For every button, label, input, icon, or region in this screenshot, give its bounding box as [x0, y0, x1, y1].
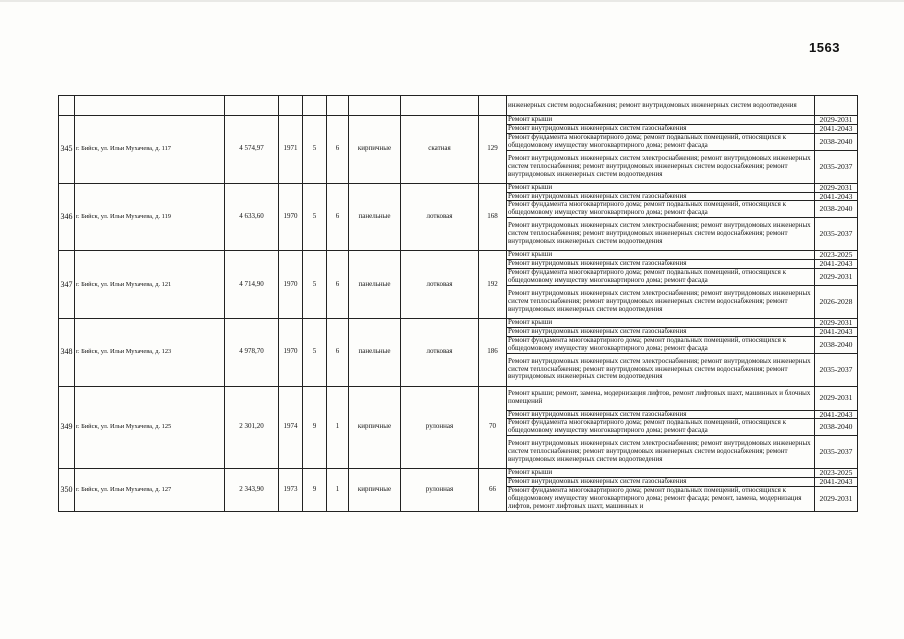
total-area: 4 714,90 — [225, 251, 279, 319]
period-cell: 2029-2031 — [815, 116, 858, 125]
work-cell: Ремонт фундамента многоквартирного дома; ремонт подвальных помещений, относящихся к общедомовому имуществу многоквартирного дома; ремонт фасада — [507, 269, 815, 286]
roof-type: рулонная — [401, 469, 479, 512]
build-year: 1970 — [279, 318, 303, 386]
total-area: 2 301,20 — [225, 386, 279, 469]
floor-count: 5 — [303, 318, 327, 386]
resident-count: 129 — [479, 116, 507, 184]
build-year: 1970 — [279, 251, 303, 319]
period-cell: 2026-2028 — [815, 285, 858, 318]
period-cell: 2035-2037 — [815, 353, 858, 386]
empty-cell — [59, 96, 75, 116]
floor-count: 5 — [303, 251, 327, 319]
work-cell: Ремонт внутридомовых инженерных систем газоснабжения — [507, 410, 815, 419]
build-year: 1970 — [279, 183, 303, 251]
work-cell: Ремонт внутридомовых инженерных систем электроснабжения; ремонт внутридомовых инженерных систем теплоснабжения; ремонт внутридомовых инженерных систем водоснабжения; ремонт внутридомовых инженерных систем водоотведения — [507, 150, 815, 183]
work-cell: Ремонт внутридомовых инженерных систем газоснабжения — [507, 478, 815, 487]
work-cell: Ремонт фундамента многоквартирного дома; ремонт подвальных помещений, относящихся к общедомовому имуществу многоквартирного дома; ремонт фасада — [507, 419, 815, 436]
wall-material: панельные — [349, 318, 401, 386]
period-cell: 2035-2037 — [815, 436, 858, 469]
table-row — [59, 469, 858, 478]
empty-cell — [349, 96, 401, 116]
building-address: г. Бийск, ул. Ильи Мухачева, д. 121 — [75, 251, 225, 319]
entrance-count: 1 — [327, 469, 349, 512]
work-cell: Ремонт крыши — [507, 183, 815, 192]
work-cell: Ремонт крыши — [507, 251, 815, 260]
wall-material: панельные — [349, 183, 401, 251]
period-cell: 2023-2025 — [815, 251, 858, 260]
work-cell: Ремонт внутридомовых инженерных систем электроснабжения; ремонт внутридомовых инженерных систем теплоснабжения; ремонт внутридомовых инженерных систем водоснабжения; ремонт внутридомовых инженерных систем водоотведения — [507, 436, 815, 469]
period-cell: 2041-2043 — [815, 327, 858, 336]
empty-cell — [303, 96, 327, 116]
roof-type: скатная — [401, 116, 479, 184]
work-cell: Ремонт внутридомовых инженерных систем газоснабжения — [507, 327, 815, 336]
resident-count: 70 — [479, 386, 507, 469]
build-year: 1971 — [279, 116, 303, 184]
building-address: г. Бийск, ул. Ильи Мухачева, д. 123 — [75, 318, 225, 386]
empty-cell — [279, 96, 303, 116]
building-number: 350 — [59, 469, 75, 512]
roof-type: лотковая — [401, 251, 479, 319]
total-area: 4 633,60 — [225, 183, 279, 251]
empty-cell — [327, 96, 349, 116]
empty-cell — [225, 96, 279, 116]
empty-cell — [75, 96, 225, 116]
floor-count: 5 — [303, 183, 327, 251]
wall-material: панельные — [349, 251, 401, 319]
building-number: 349 — [59, 386, 75, 469]
entrance-count: 1 — [327, 386, 349, 469]
work-cell: инженерных систем водоснабжения; ремонт внутридомовых инженерных систем водоотведения — [507, 96, 815, 116]
building-address: г. Бийск, ул. Ильи Мухачева, д. 125 — [75, 386, 225, 469]
work-cell: Ремонт фундамента многоквартирного дома; ремонт подвальных помещений, относящихся к общедомовому имуществу многоквартирного дома; ремонт фасада; ремонт, замена, модернизация лифтов, ремонт лифтовых шахт, машинных и — [507, 487, 815, 512]
floor-count: 9 — [303, 386, 327, 469]
period-cell: 2038-2040 — [815, 201, 858, 218]
building-address: г. Бийск, ул. Ильи Мухачева, д. 117 — [75, 116, 225, 184]
work-cell: Ремонт крыши; ремонт, замена, модернизация лифтов, ремонт лифтовых шахт, машинных и блочных помещений — [507, 386, 815, 410]
building-number: 347 — [59, 251, 75, 319]
work-cell: Ремонт крыши — [507, 469, 815, 478]
work-cell: Ремонт внутридомовых инженерных систем газоснабжения — [507, 124, 815, 133]
work-cell: Ремонт фундамента многоквартирного дома; ремонт подвальных помещений, относящихся к общедомовому имуществу многоквартирного дома; ремонт фасада — [507, 201, 815, 218]
build-year: 1974 — [279, 386, 303, 469]
period-cell: 2029-2031 — [815, 487, 858, 512]
total-area: 2 343,90 — [225, 469, 279, 512]
period-cell: 2035-2037 — [815, 150, 858, 183]
roof-type: лотковая — [401, 183, 479, 251]
work-cell: Ремонт внутридомовых инженерных систем электроснабжения; ремонт внутридомовых инженерных систем теплоснабжения; ремонт внутридомовых инженерных систем водоснабжения; ремонт внутридомовых инженерных систем водоотведения — [507, 285, 815, 318]
roof-type: рулонная — [401, 386, 479, 469]
period-cell: 2035-2037 — [815, 218, 858, 251]
work-cell: Ремонт крыши — [507, 116, 815, 125]
table-row — [59, 251, 858, 260]
period-cell: 2041-2043 — [815, 260, 858, 269]
entrance-count: 6 — [327, 183, 349, 251]
building-number: 346 — [59, 183, 75, 251]
period-cell: 2029-2031 — [815, 386, 858, 410]
resident-count: 186 — [479, 318, 507, 386]
period-cell: 2041-2043 — [815, 124, 858, 133]
resident-count: 192 — [479, 251, 507, 319]
resident-count: 66 — [479, 469, 507, 512]
resident-count: 168 — [479, 183, 507, 251]
work-cell: Ремонт внутридомовых инженерных систем электроснабжения; ремонт внутридомовых инженерных систем теплоснабжения; ремонт внутридомовых инженерных систем водоснабжения; ремонт внутридомовых инженерных систем водоотведения — [507, 353, 815, 386]
building-address: г. Бийск, ул. Ильи Мухачева, д. 127 — [75, 469, 225, 512]
empty-cell — [479, 96, 507, 116]
floor-count: 5 — [303, 116, 327, 184]
period-cell: 2038-2040 — [815, 133, 858, 150]
entrance-count: 6 — [327, 318, 349, 386]
empty-cell — [401, 96, 479, 116]
period-cell: 2041-2043 — [815, 410, 858, 419]
total-area: 4 574,97 — [225, 116, 279, 184]
period-cell: 2041-2043 — [815, 478, 858, 487]
work-cell: Ремонт внутридомовых инженерных систем электроснабжения; ремонт внутридомовых инженерных систем теплоснабжения; ремонт внутридомовых инженерных систем водоснабжения; ремонт внутридомовых инженерных систем водоотведения — [507, 218, 815, 251]
table-row — [59, 183, 858, 192]
table-row — [59, 96, 858, 116]
table-row — [59, 116, 858, 125]
building-address: г. Бийск, ул. Ильи Мухачева, д. 119 — [75, 183, 225, 251]
period-cell: 2038-2040 — [815, 419, 858, 436]
housing-repair-table — [58, 95, 858, 512]
entrance-count: 6 — [327, 116, 349, 184]
total-area: 4 978,70 — [225, 318, 279, 386]
work-cell: Ремонт внутридомовых инженерных систем газоснабжения — [507, 192, 815, 201]
wall-material: кирпичные — [349, 469, 401, 512]
period-cell: 2029-2031 — [815, 269, 858, 286]
wall-material: кирпичные — [349, 116, 401, 184]
period-cell: 2038-2040 — [815, 336, 858, 353]
building-number: 348 — [59, 318, 75, 386]
period-cell: 2029-2031 — [815, 183, 858, 192]
entrance-count: 6 — [327, 251, 349, 319]
table-row — [59, 318, 858, 327]
period-cell — [815, 96, 858, 116]
work-cell: Ремонт фундамента многоквартирного дома; ремонт подвальных помещений, относящихся к общедомовому имуществу многоквартирного дома; ремонт фасада — [507, 336, 815, 353]
work-cell: Ремонт крыши — [507, 318, 815, 327]
floor-count: 9 — [303, 469, 327, 512]
wall-material: кирпичные — [349, 386, 401, 469]
table-row — [59, 386, 858, 410]
build-year: 1973 — [279, 469, 303, 512]
scan-edge — [0, 0, 904, 2]
page-number: 1563 — [809, 40, 840, 55]
building-number: 345 — [59, 116, 75, 184]
work-cell: Ремонт фундамента многоквартирного дома; ремонт подвальных помещений, относящихся к общедомовому имуществу многоквартирного дома; ремонт фасада — [507, 133, 815, 150]
work-cell: Ремонт внутридомовых инженерных систем газоснабжения — [507, 260, 815, 269]
period-cell: 2023-2025 — [815, 469, 858, 478]
roof-type: лотковая — [401, 318, 479, 386]
period-cell: 2029-2031 — [815, 318, 858, 327]
period-cell: 2041-2043 — [815, 192, 858, 201]
